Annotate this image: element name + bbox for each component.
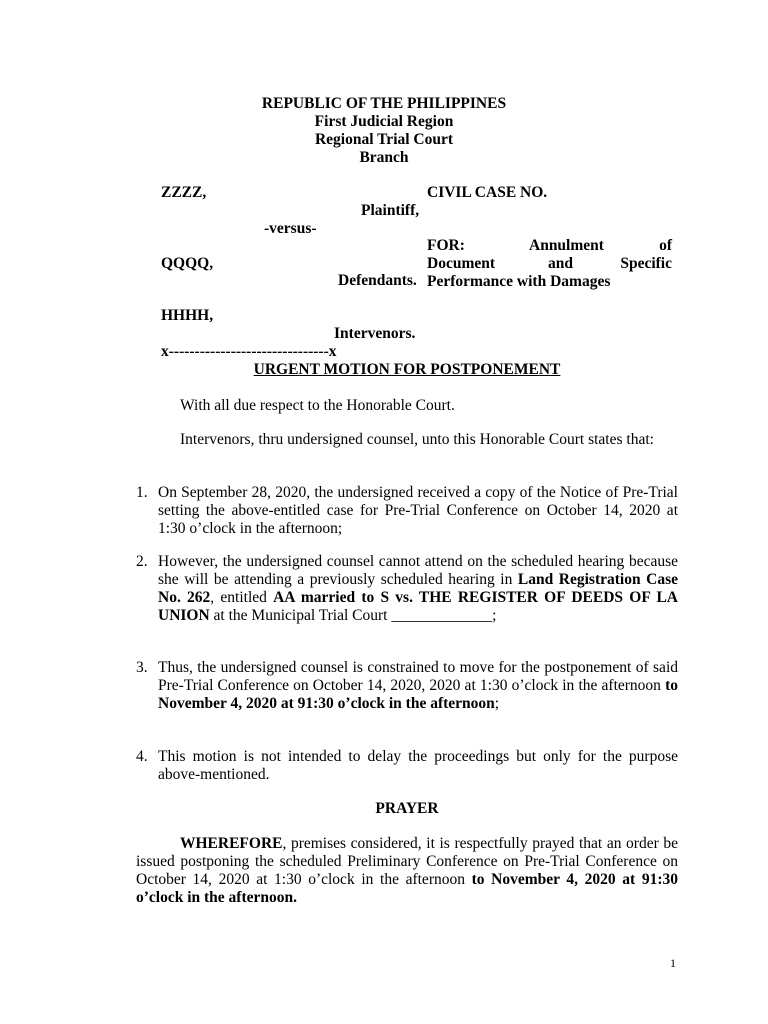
- item-number: 4.: [136, 748, 148, 765]
- item-text: Thus, the undersigned counsel is constrained to move for the postponement of said Pre-Trial Conference on October 14, 2020, 2020 at 1:30 o’clock in the afternoon to November 4, 2020 at 91:30 o’clock in the afternoon;: [158, 659, 678, 712]
- item-number: 3.: [136, 659, 148, 676]
- motion-title: URGENT MOTION FOR POSTPONEMENT: [253, 361, 561, 378]
- defendant-name: QQQQ,: [161, 255, 214, 272]
- intervenor-name: HHHH,: [161, 307, 214, 324]
- plaintiff-name: ZZZZ,: [161, 184, 207, 201]
- court-header: [0, 95, 768, 167]
- item-text: On September 28, 2020, the undersigned received a copy of the Notice of Pre-Trial setting the above-entitled case for Pre-Trial Conference on October 14, 2020 at 1:30 o’clock in the afternoon;: [158, 484, 678, 537]
- greeting: With all due respect to the Honorable Court.: [180, 397, 455, 414]
- prayer-heading: PRAYER: [375, 800, 439, 817]
- defendant-label: Defendants.: [338, 272, 417, 289]
- item-text: However, the undersigned counsel cannot attend on the scheduled hearing because she will be attending a previously scheduled hearing in Land Registration Case No. 262, entitled AA married to S vs. THE REGISTER OF DEEDS OF LA UNION at the Municipal Trial Court _____________;: [158, 553, 678, 624]
- header-branch: Branch: [359, 149, 409, 166]
- item-number: 2.: [136, 553, 148, 570]
- case-number-label: CIVIL CASE NO.: [427, 184, 548, 201]
- versus-label: -versus-: [264, 220, 317, 237]
- page-number: 1: [670, 956, 676, 970]
- header-court: Regional Trial Court: [314, 131, 454, 148]
- caption-separator: x-------------------------------x: [161, 343, 337, 360]
- item-text: This motion is not intended to delay the proceedings but only for the purpose above-mentioned.: [158, 748, 678, 783]
- intro-paragraph: Intervenors, thru undersigned counsel, unto this Honorable Court states that:: [180, 431, 654, 448]
- header-republic: REPUBLIC OF THE PHILIPPINES: [261, 95, 507, 112]
- case-subject: FOR: Annulment of Document and Specific Performance with Damages: [427, 237, 672, 290]
- intervenor-label: Intervenors.: [334, 325, 416, 342]
- header-region: First Judicial Region: [314, 113, 454, 130]
- item-number: 1.: [136, 484, 148, 501]
- plaintiff-label: Plaintiff,: [361, 202, 420, 219]
- prayer-paragraph: WHEREFORE, premises considered, it is respectfully prayed that an order be issued postponing the scheduled Preliminary Conference on Pre-Trial Conference on October 14, 2020 at 1:30 o’clock in the afternoon to November 4, 2020 at 91:30 o’clock in the afternoon.: [136, 835, 678, 906]
